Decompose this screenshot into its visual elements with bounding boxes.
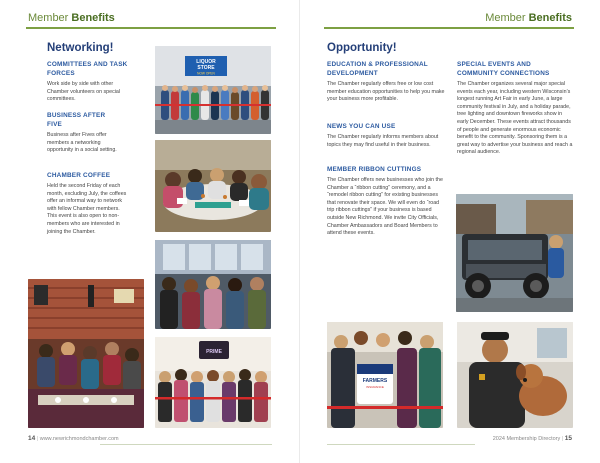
sign-insurance: INSURANCE [366,385,384,389]
footer-directory: 2024 Membership Directory [492,436,561,442]
committees-heading: COMMITTEES AND TASK FORCES [47,61,128,77]
sign-farmers: FARMERS [362,378,388,384]
page-header [485,12,572,24]
sign-now-open: NOW OPEN [197,71,215,76]
networking-meeting-photo [155,140,271,232]
footer-rule [100,444,272,445]
ribbon-cutting-photo [155,337,271,428]
header-benefits: Benefits [528,12,572,24]
networking-title: Networking! [47,42,114,54]
header-rule [324,27,574,29]
after-five-heading: BUSINESS AFTER FIVE [47,112,106,128]
coffee-heading: CHAMBER COFFEE [47,172,111,179]
page-number: 14 [28,435,36,442]
event-vehicle-photo [456,194,573,312]
footer-rule [327,444,475,445]
education-heading: EDUCATION & PROFESSIONAL DEVELOPMENT [327,61,428,77]
after-five-text: Business after Fives offer members a networking opportunity in a social setting. [47,132,117,154]
special-events-text: The Chamber organizes several major special events each year, including western Wisconsin’s longest running Art Fair in early June, a large community festival in July, and a holiday parade, tree lighting and downtown fireworks show in early December. These events attract thousands of people and generate enormous economic benefit to the community. Sponsoring them is a great way to advertise your business and reach a regional audience. [457,81,573,156]
committees-text: Work side by side with other Chamber volunteers on special committees. [47,81,121,103]
left-footer: 14 | www.newrichmondchamber.com [28,435,119,442]
ribbon-heading: MEMBER RIBBON CUTTINGS [327,166,422,173]
coffee-text: Held the second Friday of each month, excluding July, the coffees offer an informal way to network with fellow Chamber members. This event is also open to non-members who are interested in joining the Chamber. [47,183,127,235]
header-member: Member [28,12,69,24]
ribbon-text: The Chamber offers new businesses who join the Chamber a “ribbon cutting” ceremony, and a “remodel ribbon cutting” for existing businesses that renovate their space. We will even do “road trip ribbon cuttings” if your business is based outside New Richmond. We invite City Officials, Chamber Ambassadors and Board Members to attend these events. [327,177,443,237]
header-member: Member [485,12,526,24]
banner-prime: PRIME [206,349,222,355]
after-five-crowd-photo [155,240,271,329]
opportunity-title: Opportunity! [327,42,397,54]
right-footer: 2024 Membership Directory | 15 [492,435,572,442]
liquor-store-ribbon-photo [155,46,271,134]
sign-liquor: LIQUOR [196,59,216,65]
farmers-ribbon-photo [327,322,443,428]
header-rule [26,27,276,29]
chamber-coffee-photo [28,279,144,428]
news-text: The Chamber regularly informs members about topics they may find useful in their business. [327,134,439,148]
page-15 [300,0,600,463]
header-benefits: Benefits [71,12,115,24]
education-text: The Chamber regularly offers free or low cost member education opportunities to help you make your business more profitable. [327,81,445,103]
page-number: 15 [564,435,572,442]
special-events-heading: SPECIAL EVENTS AND COMMUNITY CONNECTIONS [457,61,550,77]
news-heading: NEWS YOU CAN USE [327,123,396,130]
footer-url[interactable]: www.newrichmondchamber.com [39,436,119,442]
officer-dog-photo [457,322,573,428]
sign-store: STORE [197,65,215,71]
page-header [28,12,115,24]
